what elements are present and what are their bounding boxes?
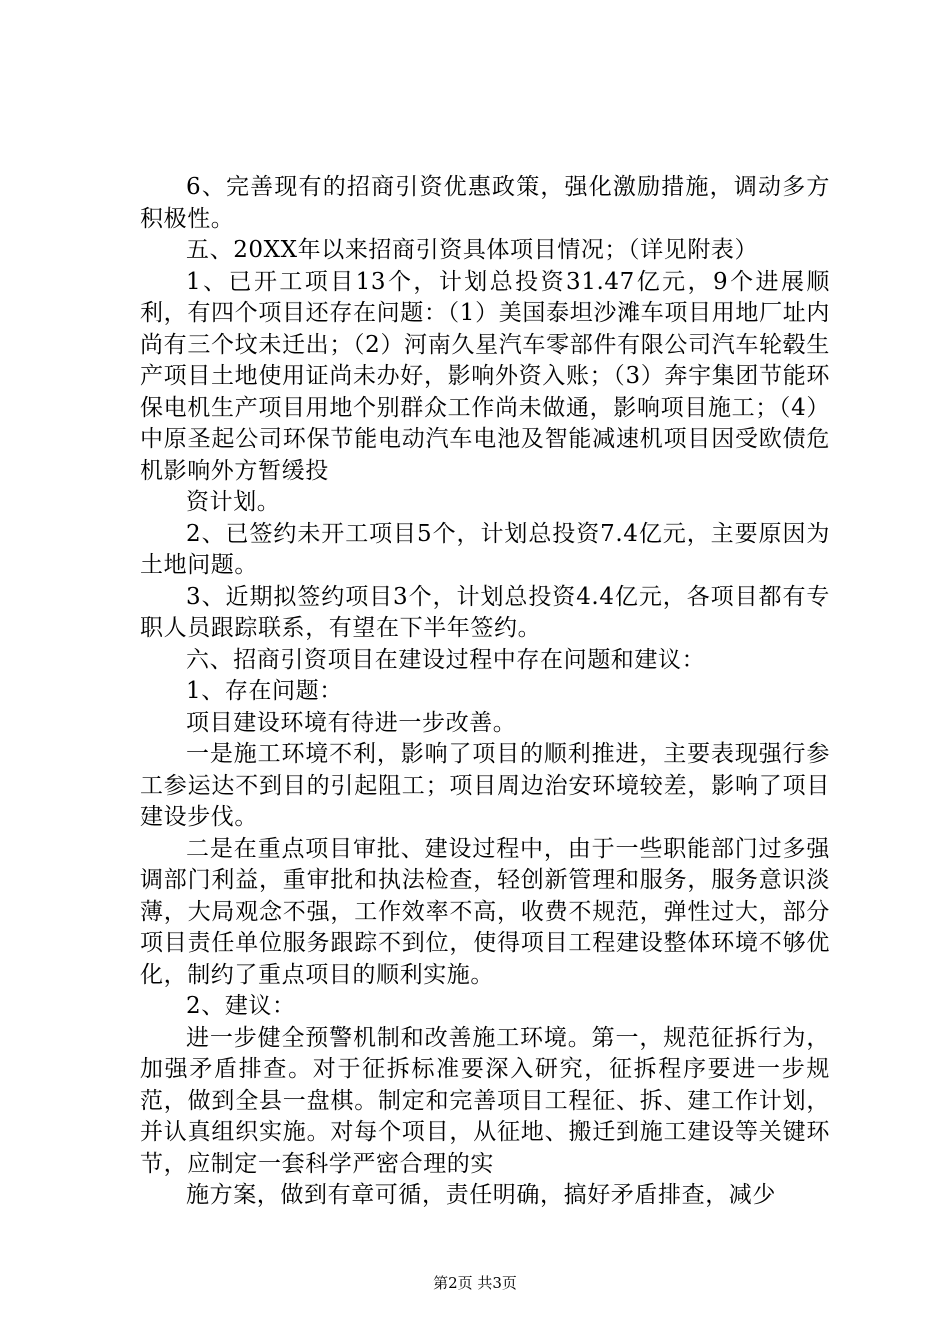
paragraph: 1、已开工项目13个，计划总投资31.47亿元，9个进展顺利，有四个项目还存在问题：（1）美国泰坦沙滩车项目用地厂址内尚有三个坟未迁出；（2）河南久星汽车零部件有限公司汽车轮毂生产项目土地使用证尚未办好，影响外资入账；（3）奔宇集团节能环保电机生产项目用地个别群众工作尚未做通，影响项目施工；（4）中原圣起公司环保节能电动汽车电池及智能减速机项目因受欧债危机影响外方暂缓投 — [140, 268, 830, 484]
paragraph: 一是施工环境不利，影响了项目的顺利推进，主要表现强行参工参运达不到目的引起阻工；项目周边治安环境较差，影响了项目建设步伐。 — [140, 741, 830, 830]
subheading: 2、建议： — [186, 993, 296, 1019]
paragraph: 施方案，做到有章可循，责任明确，搞好矛盾排查，减少 — [186, 1182, 776, 1208]
paragraph: 6、完善现有的招商引资优惠政策，强化激励措施，调动多方积极性。 — [140, 174, 830, 232]
page-footer: 第2页 共3页 — [433, 1274, 517, 1292]
document-body — [140, 172, 830, 1212]
paragraph: 进一步健全预警机制和改善施工环境。第一，规范征拆行为，加强矛盾排查。对于征拆标准要深入研究，征拆程序要进一步规范，做到全县一盘棋。制定和完善项目工程征、拆、建工作计划，并认真组织实施。对每个项目，从征地、搬迁到施工建设等关键环节，应制定一套科学严密合理的实 — [140, 1024, 830, 1177]
paragraph: 2、已签约未开工项目5个，计划总投资7.4亿元，主要原因为土地问题。 — [140, 520, 830, 578]
paragraph: 资计划。 — [186, 489, 281, 515]
paragraph: 3、近期拟签约项目3个，计划总投资4.4亿元，各项目都有专职人员跟踪联系，有望在下半年签约。 — [140, 583, 830, 641]
section-heading: 五、20XX年以来招商引资具体项目情况；（详见附表） — [186, 237, 759, 263]
paragraph: 项目建设环境有待进一步改善。 — [186, 709, 517, 736]
paragraph: 二是在重点项目审批、建设过程中，由于一些职能部门过多强调部门利益，重审批和执法检查，轻创新管理和服务，服务意识淡薄，大局观念不强，工作效率不高，收费不规范，弹性过大，部分项目责任单位服务跟踪不到位，使得项目工程建设整体环境不够优化，制约了重点项目的顺利实施。 — [140, 835, 830, 988]
section-heading: 六、招商引资项目在建设过程中存在问题和建议： — [186, 646, 706, 673]
subheading: 1、存在问题： — [186, 678, 343, 704]
